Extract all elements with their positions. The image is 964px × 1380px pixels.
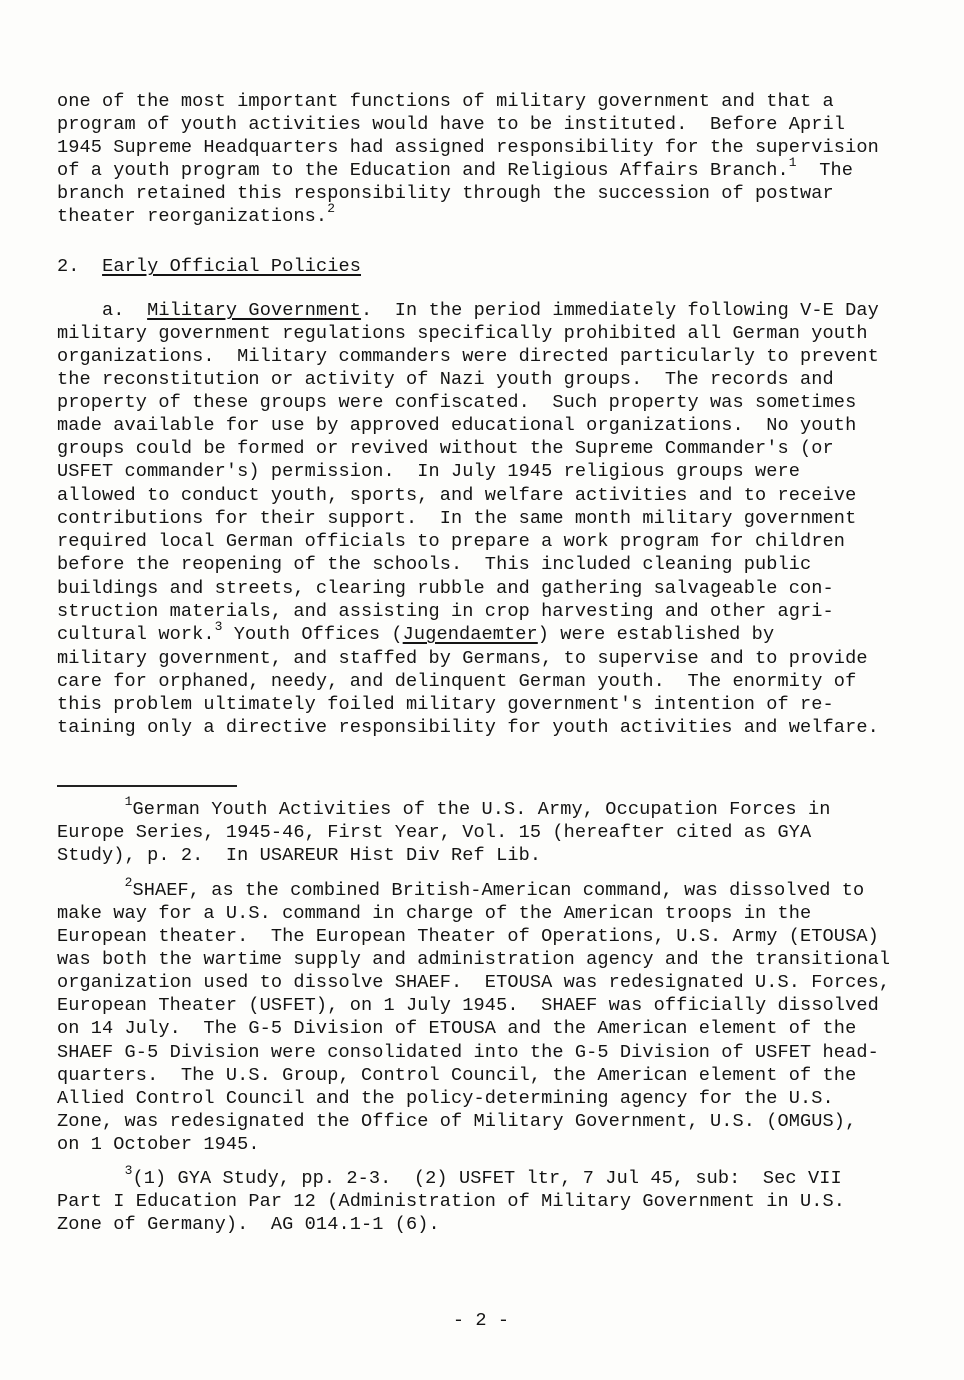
footnote-1-mark: 1 (124, 793, 133, 809)
para-a-heading: Military Government (147, 300, 362, 321)
footnote-2-line-8: SHAEF G-5 Division were consolidated into the G-5 Division of USFET head- (57, 1042, 879, 1063)
footnote-3-line-3: Zone of Germany). AG 014.1-1 (6). (57, 1214, 440, 1235)
footnote-2-line-12: on 1 October 1945. (57, 1134, 260, 1155)
footnote-2-line-6: European Theater (USFET), on 1 July 1945. SHAEF was officially dissolved (57, 995, 879, 1016)
footnote-3-mark: 3 (124, 1162, 133, 1178)
para-a-label: a. (102, 300, 125, 321)
footnote-ref-2: 2 (327, 200, 336, 216)
section-number: 2. (57, 256, 80, 277)
footnote-2-line-5: organization used to dissolve SHAEF. ETOUSA was redesignated U.S. Forces, (57, 972, 891, 993)
para-a-line-17: care for orphaned, needy, and delinquent German youth. The enormity of (57, 671, 857, 692)
intro-line-4 (57, 154, 853, 182)
para-a-line-3: organizations. Military commanders were directed particularly to prevent (57, 346, 879, 367)
footnote-3-line-1 (57, 1162, 842, 1190)
intro-line-1: one of the most important functions of military government and that a (57, 91, 834, 112)
para-a-line-10: contributions for their support. In the same month military government (57, 508, 857, 529)
para-a-line-7: groups could be formed or revived without the Supreme Commander's (or (57, 438, 834, 459)
footnote-2-line-7: on 14 July. The G-5 Division of ETOUSA and the American element of the (57, 1018, 857, 1039)
footnote-2-line-3: European theater. The European Theater of Operations, U.S. Army (ETOUSA) (57, 926, 879, 947)
intro-line-3: 1945 Supreme Headquarters had assigned responsibility for the supervision (57, 137, 879, 158)
para-a-line-8: USFET commander's) permission. In July 1945 religious groups were (57, 461, 801, 482)
para-a-line-15-end: ) were established by (537, 624, 775, 645)
section-heading (57, 255, 361, 278)
footnote-2-text-1: SHAEF, as the combined British-American command, was dissolved to (132, 880, 865, 901)
jugendaemter-term: Jugendaemter (402, 624, 538, 645)
para-a-line-1 (57, 299, 879, 322)
para-a-line-12: before the reopening of the schools. This included cleaning public (57, 554, 812, 575)
intro-line-2: program of youth activities would have to be instituted. Before April (57, 114, 846, 135)
intro-line-6-text: theater reorganizations. (57, 206, 328, 227)
intro-line-4-tail: The (796, 160, 853, 181)
para-a-line-6: made available for use by approved educational organizations. No youth (57, 415, 857, 436)
para-a-line-1-rest: In the period immediately following V-E Day (372, 300, 879, 321)
footnote-1-line-1 (57, 793, 831, 821)
footnote-2-mark: 2 (124, 874, 133, 890)
para-a-heading-period: . (361, 300, 373, 321)
para-a-line-4: the reconstitution or activity of Nazi youth groups. The records and (57, 369, 834, 390)
footnote-ref-3: 3 (214, 618, 223, 634)
footnote-ref-1: 1 (788, 154, 797, 170)
footnote-2-line-4: was both the wartime supply and administration agency and the transitional (57, 949, 891, 970)
para-a-line-2: military government regulations specifically prohibited all German youth (57, 323, 868, 344)
para-a-line-5: property of these groups were confiscated. Such property was sometimes (57, 392, 857, 413)
para-a-line-19: taining only a directive responsibility for youth activities and welfare. (57, 717, 879, 738)
footnote-2-line-2: make way for a U.S. command in charge of the American troops in the (57, 903, 812, 924)
para-a-line-16: military government, and staffed by Germans, to supervise and to provide (57, 648, 868, 669)
para-a-line-13: buildings and streets, clearing rubble and gathering salvageable con- (57, 578, 834, 599)
footnote-separator (57, 785, 237, 787)
para-a-line-9: allowed to conduct youth, sports, and welfare activities and to receive (57, 485, 857, 506)
section-title: Early Official Policies (102, 256, 361, 277)
para-a-line-14: struction materials, and assisting in crop harvesting and other agri- (57, 601, 834, 622)
para-a-line-11: required local German officials to prepare a work program for children (57, 531, 846, 552)
footnote-3-line-2: Part I Education Par 12 (Administration of Military Government in U.S. (57, 1191, 846, 1212)
para-a-line-18: this problem ultimately foiled military government's intention of re- (57, 694, 834, 715)
para-a-line-15 (57, 618, 775, 646)
page-number: - 2 - (452, 1310, 510, 1331)
para-a-line-15-start: cultural work. (57, 624, 215, 645)
intro-line-4-text: of a youth program to the Education and Religious Affairs Branch. (57, 160, 789, 181)
para-a-line-15-mid: Youth Offices ( (222, 624, 403, 645)
footnote-2-line-10: Allied Control Council and the policy-determining agency for the U.S. (57, 1088, 834, 1109)
footnote-1-line-3: Study), p. 2. In USAREUR Hist Div Ref Lib. (57, 845, 542, 866)
footnote-2-line-1 (57, 874, 865, 902)
footnote-3-text-1: (1) GYA Study, pp. 2-3. (2) USFET ltr, 7 Jul 45, sub: Sec VII (132, 1168, 842, 1189)
footnote-1-text-1: German Youth Activities of the U.S. Army, Occupation Forces in (132, 799, 831, 820)
footnote-2-line-9: quarters. The U.S. Group, Control Council, the American element of the (57, 1065, 857, 1086)
intro-line-6 (57, 200, 336, 228)
footnote-2-line-11: Zone, was redesignated the Office of Military Government, U.S. (OMGUS), (57, 1111, 857, 1132)
footnote-1-line-2: Europe Series, 1945-46, First Year, Vol. 15 (hereafter cited as GYA (57, 822, 812, 843)
intro-line-5: branch retained this responsibility through the succession of postwar (57, 183, 834, 204)
